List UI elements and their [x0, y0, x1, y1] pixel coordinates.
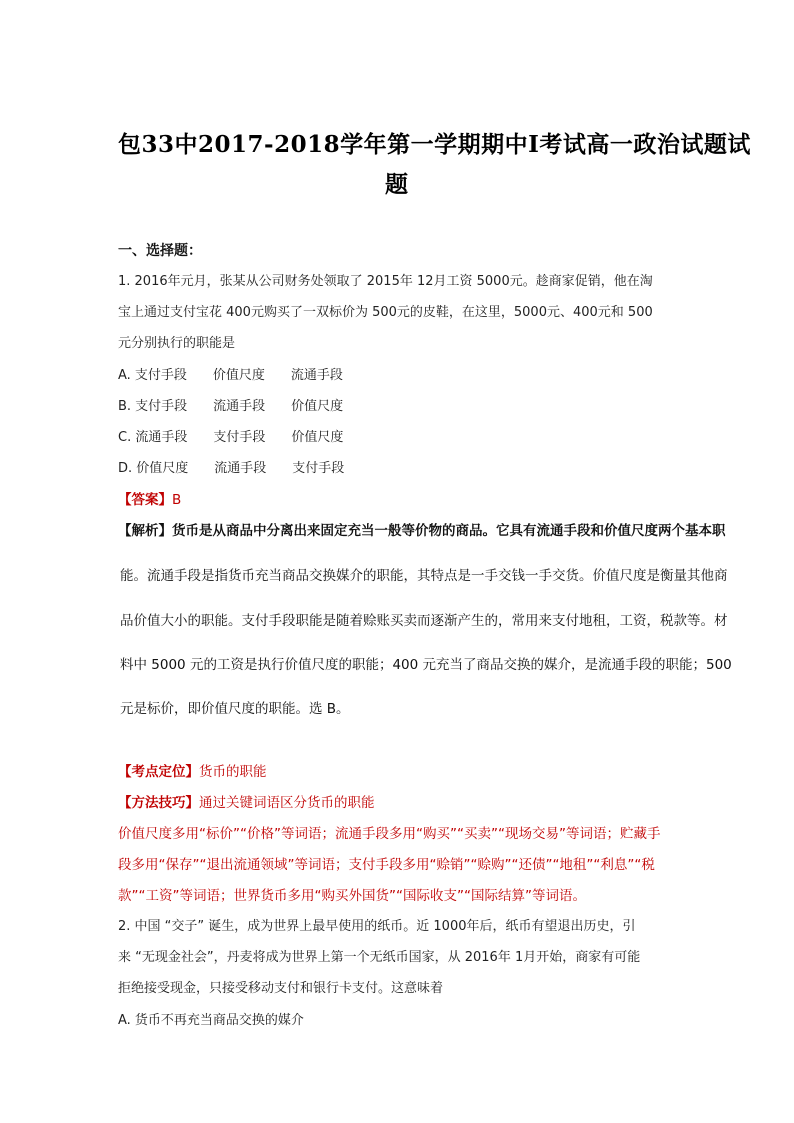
page-title-line1: 包33中2017-2018学年第一学期期中Ⅰ考试高一政治试题试 — [118, 131, 751, 158]
kaodian-label: 【考点定位】 — [118, 764, 199, 780]
q2-stem-line-2: 来 “无现金社会”，丹麦将成为世界上第一个无纸币国家，从 2016年 1月开始，商家有可能 — [118, 950, 641, 965]
kaodian-value: 货币的职能 — [199, 764, 267, 780]
q1-analysis-line-3: 品价值大小的职能。支付手段职能是随着赊账买卖而逐渐产生的，常用来支付地租，工资，税款等。材 — [120, 613, 728, 629]
q1-stem-line-1: 1. 2016年元月，张某从公司财务处领取了 2015年 12月工资 5000元。趁商家促销，他在淘 — [118, 274, 653, 289]
analysis-lead: 货币是从商品中分离出来固定充当一般等价物的商品。它具有流通手段和价值尺度两个基本职 — [172, 523, 726, 539]
q1-analysis-line-4: 料中 5000 元的工资是执行价值尺度的职能；400 元充当了商品交换的媒介，是流通手段的职能；500 — [120, 657, 732, 673]
fangfa-label: 【方法技巧】 — [118, 795, 199, 811]
q1-option-d: D. 价值尺度 流通手段 支付手段 — [118, 461, 345, 476]
q1-fangfa — [118, 791, 375, 811]
answer-label: 【答案】 — [118, 492, 172, 508]
q1-stem-line-3: 元分别执行的职能是 — [118, 336, 236, 351]
fangfa-value: 通过关键词语区分货币的职能 — [199, 795, 375, 811]
q1-option-b: B. 支付手段 流通手段 价值尺度 — [118, 399, 344, 414]
q1-option-a: A. 支付手段 价值尺度 流通手段 — [118, 368, 343, 383]
analysis-label: 【解析】 — [118, 523, 172, 539]
page-title-line2: 题 — [385, 171, 409, 198]
answer-value: B — [172, 492, 182, 508]
q1-kaodian — [118, 760, 267, 780]
q1-stem-line-2: 宝上通过支付宝花 400元购买了一双标价为 500元的皮鞋，在这里，5000元、400元和 500 — [118, 305, 653, 320]
q1-answer — [118, 488, 181, 508]
q1-fangfa-line-1: 价值尺度多用“标价”“价格”等词语；流通手段多用“购买”“买卖”“现场交易”等词语；贮藏手 — [118, 826, 661, 842]
q2-stem-line-3: 拒绝接受现金，只接受移动支付和银行卡支付。这意味着 — [118, 981, 444, 996]
q1-analysis-line-5: 元是标价，即价值尺度的职能。选 B。 — [120, 701, 350, 717]
q1-fangfa-line-3: 款”“工资”等词语；世界货币多用“购买外国货”“国际收支”“国际结算”等词语。 — [118, 888, 586, 904]
q1-option-c: C. 流通手段 支付手段 价值尺度 — [118, 430, 344, 445]
q2-option-a: A. 货币不再充当商品交换的媒介 — [118, 1013, 304, 1028]
q2-stem-line-1: 2. 中国 “交子” 诞生，成为世界上最早使用的纸币。近 1000年后，纸币有望退出历史，引 — [118, 919, 636, 934]
section-heading: 一、选择题： — [118, 243, 202, 259]
q1-analysis-line-1 — [118, 519, 726, 539]
q1-analysis-line-2: 能。流通手段是指货币充当商品交换媒介的职能，其特点是一手交钱一手交货。价值尺度是衡量其他商 — [120, 568, 728, 584]
q1-fangfa-line-2: 段多用“保存”“退出流通领域”等词语；支付手段多用“赊销”“赊购”“还债”“地租”“利息”“税 — [118, 857, 655, 873]
